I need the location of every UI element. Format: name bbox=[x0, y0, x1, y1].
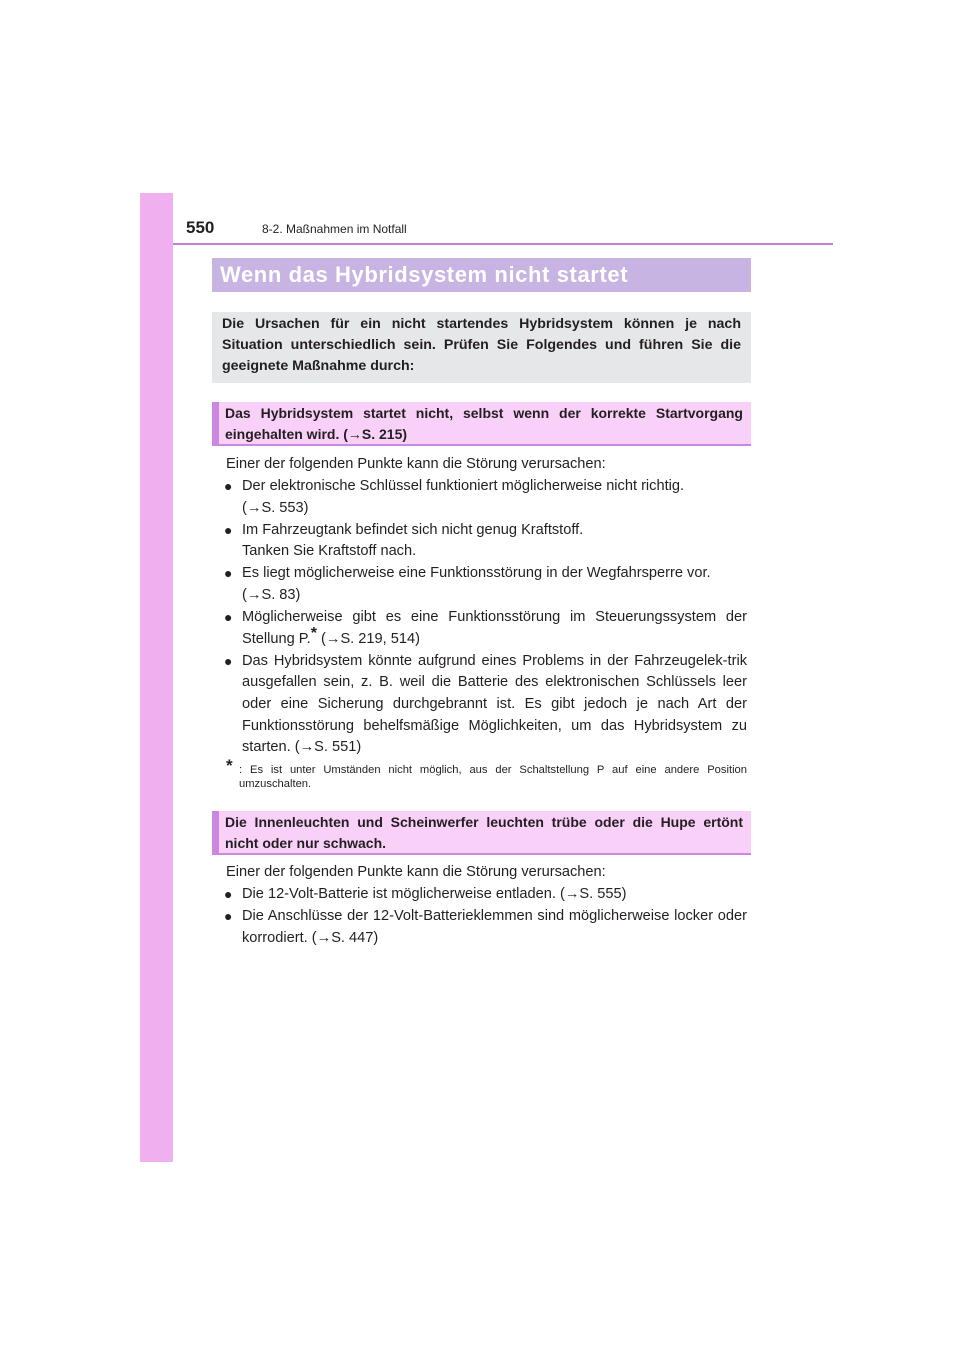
section-lead: Einer der folgenden Punkte kann die Störung verursachen: bbox=[226, 864, 606, 880]
list-item-subtext: Tanken Sie Kraftstoff nach. bbox=[242, 543, 417, 560]
list-item bbox=[224, 607, 747, 650]
footnote-asterisk: * bbox=[310, 624, 317, 642]
section-heading-dim-lights: Die Innenleuchten und Scheinwerfer leuchten trübe oder die Hupe ertönt nicht oder nur schwach. bbox=[212, 811, 751, 855]
section-lead: Einer der folgenden Punkte kann die Störung verursachen: bbox=[226, 456, 606, 472]
list-item-text: Die Anschlüsse der 12-Volt-Batterieklemmen sind möglicherweise locker oder korrodiert. (→S. 447) bbox=[242, 908, 747, 946]
list-item-text: Das Hybridsystem könnte aufgrund eines Problems in der Fahrzeugelek-trik ausgefallen sein, z. B. weil die Batterie des elektronischen Schlüssels leer oder eine Sicherung durchgebrannt ist. Es gibt jedoch je nach Art der Funktionsstörung behelfsmäßige Möglichkeiten, um das Hybridsystem zu starten. (→S. 551) bbox=[242, 652, 747, 756]
list-item bbox=[224, 520, 747, 563]
section-breadcrumb: 8-2. Maßnahmen im Notfall bbox=[262, 222, 407, 236]
section-heading-start-failure: Das Hybridsystem startet nicht, selbst wenn der korrekte Startvorgang eingehalten wird. (→S. 215) bbox=[212, 402, 751, 446]
bullet-icon: ● bbox=[224, 652, 233, 669]
cause-list bbox=[224, 476, 747, 759]
footnote-asterisk: * bbox=[226, 756, 233, 775]
bullet-icon: ● bbox=[224, 565, 233, 582]
bullet-icon: ● bbox=[224, 478, 233, 494]
bullet-icon: ● bbox=[224, 886, 233, 902]
footnote bbox=[226, 756, 747, 791]
list-item bbox=[224, 906, 747, 949]
cause-list bbox=[224, 884, 747, 950]
page-title: Wenn das Hybridsystem nicht startet bbox=[220, 262, 629, 287]
page-reference: (→S. 219, 514) bbox=[316, 630, 420, 647]
bullet-icon: ● bbox=[224, 521, 233, 538]
bullet-icon: ● bbox=[224, 609, 233, 626]
page-number: 550 bbox=[186, 218, 215, 237]
intro-box: Die Ursachen für ein nicht startendes Hybridsystem können je nach Situation unterschiedlich sein. Prüfen Sie Folgendes und führen Sie die geeignete Maßnahme durch: bbox=[212, 312, 751, 383]
page-reference: (→S. 553) bbox=[242, 499, 309, 516]
page-reference: (→S. 83) bbox=[242, 586, 301, 603]
bullet-icon: ● bbox=[224, 908, 233, 925]
chapter-sidebar-tab bbox=[140, 193, 173, 1162]
footnote-text: : Es ist unter Umständen nicht möglich, aus der Schaltstellung P auf eine andere Position umzuschalten. bbox=[239, 764, 747, 791]
list-item bbox=[224, 476, 747, 519]
list-item-text bbox=[242, 607, 747, 650]
page-title-bar bbox=[212, 258, 751, 292]
list-item bbox=[224, 651, 747, 759]
list-item-text: Es liegt möglicherweise eine Funktionsstörung in der Wegfahrsperre vor. bbox=[242, 565, 711, 582]
list-item bbox=[224, 563, 747, 606]
list-item-text: Im Fahrzeugtank befindet sich nicht genug Kraftstoff. bbox=[242, 521, 584, 538]
list-item bbox=[224, 884, 747, 906]
header-divider bbox=[173, 243, 833, 245]
list-item-text: Der elektronische Schlüssel funktioniert möglicherweise nicht richtig. bbox=[242, 478, 685, 494]
list-item-text: Die 12-Volt-Batterie ist möglicherweise entladen. (→S. 555) bbox=[242, 886, 627, 902]
list-item-main: Möglicherweise gibt es eine Funktionsstörung im Steuerungssystem der Stellung P. bbox=[242, 609, 747, 647]
